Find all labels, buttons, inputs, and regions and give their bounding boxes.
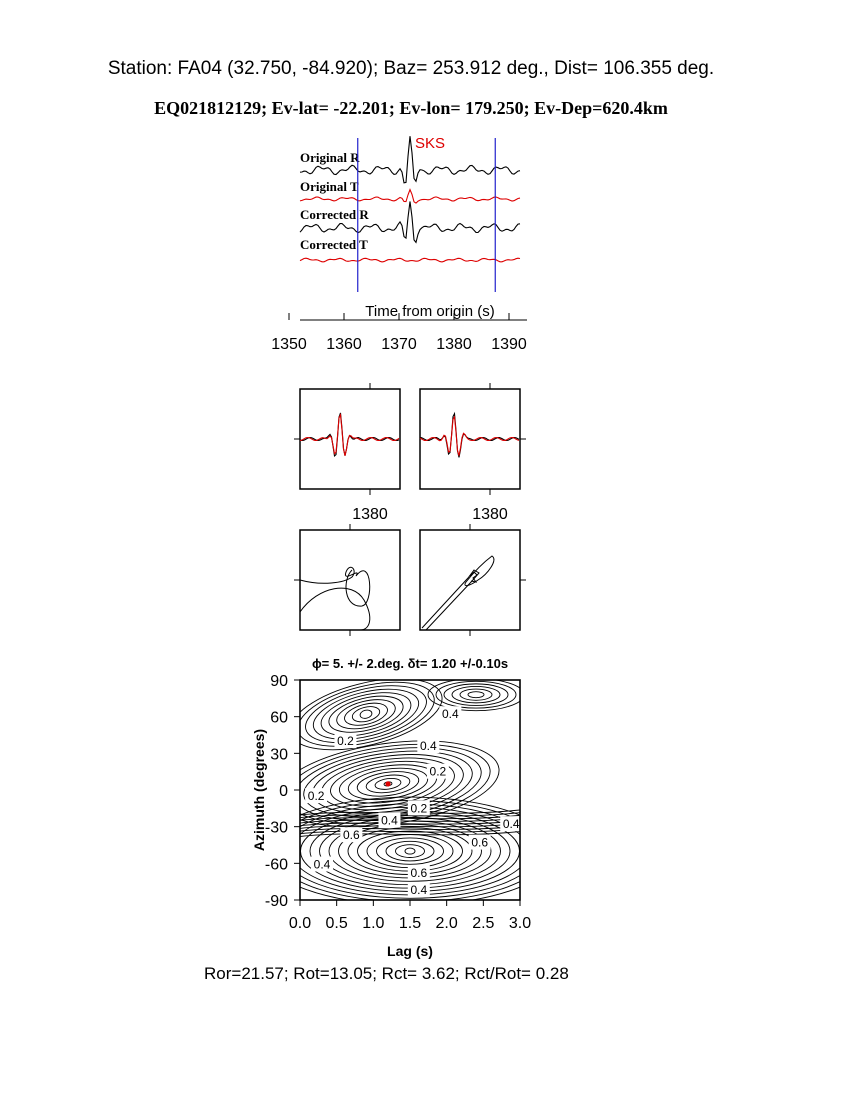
contour-line (468, 692, 484, 698)
contour-line (334, 694, 399, 734)
azimuth-tick-label: -60 (264, 856, 288, 874)
lag-tick-label: 2.5 (472, 915, 495, 932)
lag-tick-label: 1.5 (398, 915, 422, 932)
lag-tick-label: 0.5 (325, 915, 348, 932)
waveform-transverse (420, 417, 519, 456)
contour-line (444, 684, 508, 706)
contour-title: ϕ= 5. +/- 2.deg. δt= 1.20 +/-0.10s (311, 656, 509, 671)
waveform-radial (420, 414, 519, 458)
particle-motion-left (294, 524, 400, 636)
contour-line (405, 848, 415, 854)
azimuth-tick-label: 60 (270, 709, 288, 727)
contour-label: 0.2 (337, 734, 354, 749)
lag-axis-label: Lag (s) (387, 943, 433, 959)
particle-motion-path-corrected (422, 570, 479, 630)
trace-corrected-t (300, 258, 520, 262)
contour-label: 0.4 (381, 813, 398, 828)
contour-line (317, 685, 415, 744)
azimuth-tick-label: -90 (264, 893, 288, 910)
azimuth-tick-label: 0 (279, 783, 288, 800)
time-tick-label: 1350 (271, 336, 307, 353)
contour-label: 0.6 (471, 835, 489, 850)
contour-label: 0.6 (410, 866, 428, 881)
contour-label: 0.2 (410, 801, 428, 816)
waveform-transverse (300, 415, 399, 456)
contour-labels (305, 706, 522, 897)
contour-line (342, 699, 390, 729)
seismogram-panel (271, 135, 527, 353)
trace-label-corrected-r: Corrected R (300, 207, 369, 222)
time-tick-label: 1360 (326, 336, 362, 353)
time-tick-label: 1390 (491, 336, 527, 353)
lag-tick-label: 2.0 (435, 915, 458, 932)
contour-line (300, 826, 520, 831)
ratio-summary: Ror=21.57; Rot=13.05; Rct= 3.62; Rct/Rot= 0.28 (204, 964, 569, 983)
azimuth-tick-label: 90 (270, 673, 288, 690)
waveform-panel-left (294, 383, 400, 523)
contour-line (386, 841, 434, 861)
sks-phase-label: SKS (415, 135, 446, 152)
window-markers (358, 138, 496, 292)
contour-label: 0.4 (313, 857, 331, 872)
contour-line (396, 845, 425, 858)
trace-label-corrected-t: Corrected T (300, 237, 368, 252)
particle-motion-frame-left (300, 530, 400, 630)
azimuth-axis-ticks (265, 673, 300, 910)
waveform-traces-left (300, 413, 399, 456)
contour-label: 0.4 (441, 707, 459, 722)
contour-line (359, 709, 373, 720)
contour-line (377, 838, 444, 864)
azimuth-axis-label: Azimuth (degrees) (251, 728, 267, 852)
lag-tick-label: 0.0 (288, 915, 312, 932)
particle-motion-frame-right (420, 530, 520, 630)
contour-label: 0.4 (419, 739, 437, 753)
lag-tick-label: 3.0 (508, 915, 532, 932)
station-header: Station: FA04 (32.750, -84.920); Baz= 253.912 deg., Dist= 106.355 deg. (107, 58, 715, 79)
misfit-contour-plot (251, 656, 558, 959)
contour-label: 0.4 (410, 883, 428, 898)
time-tick-label: 1380 (436, 336, 472, 353)
time-tick-label: 1370 (381, 336, 417, 353)
waveform-tick-label-right: 1380 (472, 506, 508, 523)
particle-motion-loop-original (300, 588, 370, 630)
contour-label: 0.6 (342, 828, 360, 843)
contour-label: 0.2 (429, 764, 447, 779)
waveform-radial (300, 413, 399, 456)
waveform-traces-right (420, 414, 519, 458)
contour-label: 0.2 (307, 789, 325, 804)
best-fit-point (385, 781, 390, 786)
contour-line (325, 690, 406, 739)
trace-label-original-r: Original R (300, 150, 360, 165)
time-axis-label: Time from origin (s) (365, 303, 495, 320)
particle-motion-loop-corrected (465, 556, 494, 586)
lag-axis-ticks (289, 900, 531, 932)
best-fit-marker (385, 781, 390, 786)
contour-line (436, 681, 516, 708)
event-header: EQ021812129; Ev-lat= -22.201; Ev-lon= 179.250; Ev-Dep=620.4km (154, 98, 668, 118)
waveform-panel-right (420, 383, 526, 523)
trace-label-original-t: Original T (300, 179, 359, 194)
azimuth-tick-label: -30 (264, 819, 288, 837)
azimuth-tick-label: 30 (270, 746, 288, 764)
contour-line (460, 689, 492, 700)
particle-motion-right (420, 524, 526, 636)
contour-line (367, 835, 453, 868)
contour-label: 0.4 (502, 817, 520, 832)
waveform-tick-label-left: 1380 (352, 506, 388, 523)
contour-line (300, 675, 432, 754)
lag-tick-label: 1.0 (362, 915, 385, 932)
